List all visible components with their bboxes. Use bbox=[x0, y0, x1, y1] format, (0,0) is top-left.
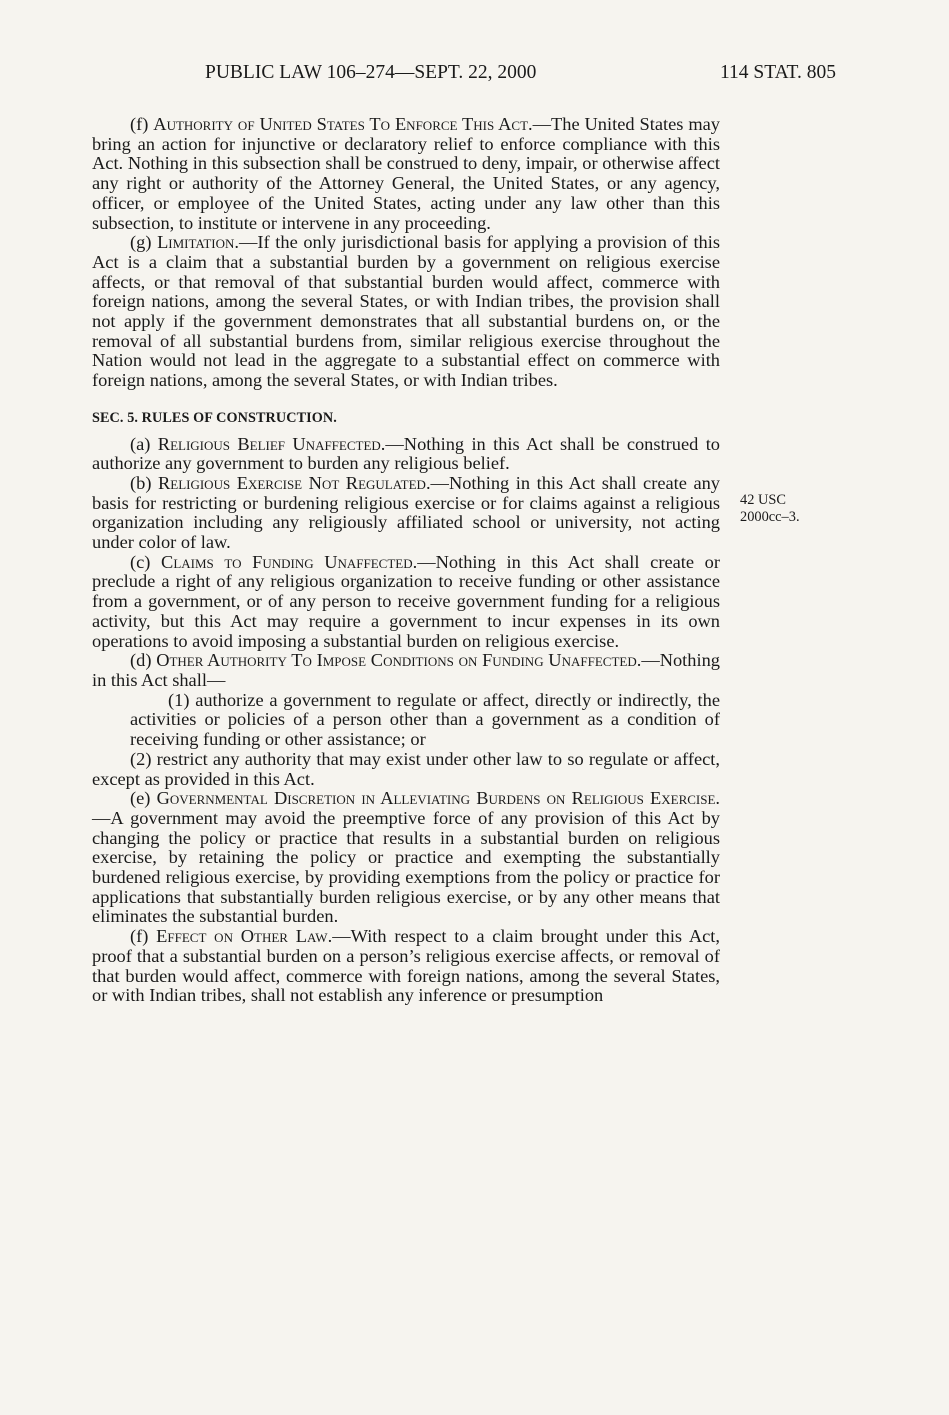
subsection-text: —If the only jurisdictional basis for applying a provision of this Act is a claim that a substantial burden by a government on religious exercise affects, or that removal of that substantial burden would affect, commerce with foreign nations, among the several States, or with Indian tribes, the provision shall not apply if the government demonstrates that all substantial burdens on, or the removal of all substantial burdens from, similar religious exercise throughout the Nation would not lead in the aggregate to a substantial effect on commerce with foreign nations, among the several States, or with Indian tribes. bbox=[92, 232, 721, 391]
paragraph-d-2: (2) restrict any authority that may exist under other law to so regulate or affect, except as provided in this Act. bbox=[92, 748, 720, 789]
subsection-label: (e) bbox=[130, 788, 157, 809]
subsection-text: —The United States may bring an action for injunctive or declaratory relief to enforce compliance with this Act. Nothing in this subsection shall be construed to deny, impair, or otherwise affect any right or authority of the Attorney General, the United States, or any agency, officer, or employee of the United States, acting under any law other than this subsection, to institute or intervene in any proceeding. bbox=[92, 114, 720, 233]
subsection-label: (d) bbox=[130, 650, 157, 671]
subsection-label: (f) bbox=[130, 114, 154, 134]
subsection-c bbox=[92, 553, 720, 652]
subsection-text: —Nothing in this Act shall— bbox=[92, 650, 720, 690]
section-heading: SEC. 5. RULES OF CONSTRUCTION. bbox=[92, 409, 337, 426]
subsection-text: —Nothing in this Act shall create any basis for restricting or burdening religious exercise or for claims against a religious organization including any religiously affiliated school or university, not acting under color of law. bbox=[92, 472, 721, 553]
subsection-d bbox=[92, 651, 720, 690]
margin-citation bbox=[740, 492, 860, 526]
subsection-heading: Effect on Other Law. bbox=[156, 926, 333, 947]
subsection-e bbox=[92, 789, 720, 927]
subsection-heading: Authority of United States To Enforce This Act. bbox=[153, 114, 533, 134]
page-header bbox=[0, 62, 949, 92]
header-title: PUBLIC LAW 106–274—SEPT. 22, 2000 bbox=[205, 62, 537, 83]
subsection-label: (c) bbox=[130, 551, 162, 572]
subsection-b bbox=[92, 474, 720, 553]
subsection-label: (a) bbox=[130, 433, 158, 454]
header-stat-page: 114 STAT. 805 bbox=[720, 62, 836, 83]
paragraph-d-1: (1) authorize a government to regulate or affect, directly or indirectly, the activities or policies of a person other than a government as a condition of receiving funding or other assistance; or bbox=[130, 689, 720, 750]
subsection-label: (b) bbox=[130, 472, 158, 493]
subsection-text: —Nothing in this Act shall create or preclude a right of any religious organization to receive funding or other assistance from a government, or of any person to receive government funding for a religious activity, but this Act may require a government to incur expenses in its own operations to avoid imposing a substantial burden on religious exercise. bbox=[92, 551, 720, 651]
subsection-text: —With respect to a claim brought under this Act, proof that a substantial burden on a person’s religious exercise affects, or removal of that burden would affect, commerce with foreign nations, among the several States, or with Indian tribes, shall not establish any inference or presumption bbox=[92, 926, 720, 1006]
subsection-f-authority bbox=[92, 115, 720, 233]
subsection-heading: Limitation. bbox=[157, 232, 240, 253]
subsection-heading: Other Authority To Impose Conditions on Funding Unaffected. bbox=[156, 650, 642, 671]
margin-citation-line-2: 2000cc–3. bbox=[740, 509, 800, 525]
subsection-heading: Claims to Funding Unaffected. bbox=[161, 551, 418, 572]
subsection-heading: Religious Exercise Not Regulated. bbox=[157, 472, 431, 493]
subsection-heading: Religious Belief Unaffected. bbox=[157, 433, 386, 454]
subsection-f-effect bbox=[92, 927, 720, 1006]
subsection-a bbox=[92, 435, 720, 474]
document-body bbox=[92, 115, 720, 1006]
subsection-text: —A government may avoid the preemptive force of any provision of this Act by changing the policy or practice that results in a substantial burden on religious exercise, by retaining the policy or practice and exempting the substantially burdened religious exercise, by providing exemptions from the policy or practice for applications that substantially burden religious exercise, or by any other means that eliminates the substantial burden. bbox=[92, 807, 720, 927]
subsection-label: (f) bbox=[130, 926, 157, 947]
subsection-label: (g) bbox=[130, 232, 158, 253]
subsection-heading: Governmental Discretion in Alleviating Burdens on Religious Exercise. bbox=[156, 788, 721, 809]
subsection-g-limitation bbox=[92, 233, 720, 391]
margin-citation-line-1: 42 USC bbox=[740, 492, 786, 508]
subsection-text: —Nothing in this Act shall be construed to authorize any government to burden any religious belief. bbox=[92, 433, 721, 474]
